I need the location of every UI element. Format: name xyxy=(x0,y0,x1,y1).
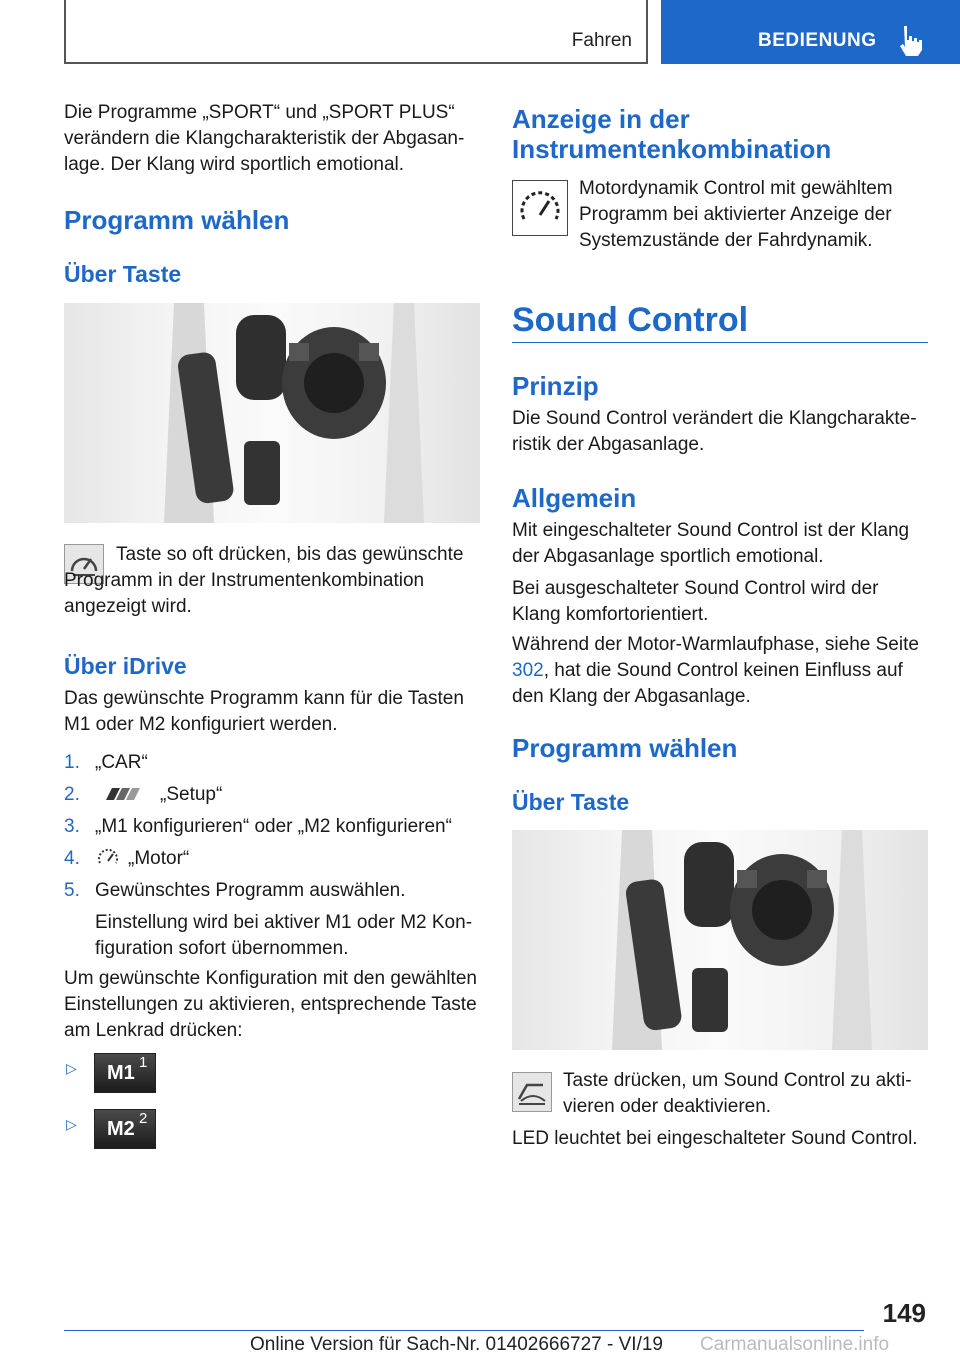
step-number: 3. xyxy=(64,816,80,837)
anzeige-text: Motordynamik Control mit gewähltem Programm bei aktivierter Anzeige der Systemzustände der Fahrdynamik. xyxy=(579,178,893,251)
pointing-hand-icon xyxy=(896,24,922,56)
center-console-photo xyxy=(64,303,480,523)
motor-gauge-icon xyxy=(96,846,120,870)
m2-sup: 2 xyxy=(139,1110,148,1127)
subheading-ueber-idrive: Über iDrive xyxy=(64,653,187,679)
subheading-ueber-taste-right: Über Taste xyxy=(512,789,630,815)
p3-pre: Während der Motor-Warmlaufphase, siehe Seite xyxy=(512,634,919,655)
led-text: LED leuchtet bei eingeschalteter Sound Control. xyxy=(512,1128,918,1149)
heading-allgemein: Allgemein xyxy=(512,483,637,513)
heading-programm-waehlen: Programm wählen xyxy=(64,205,290,235)
step-number: 5. xyxy=(64,880,80,901)
step-number: 4. xyxy=(64,848,80,869)
prinzip-text: Die Sound Control verändert die Klangcharakteristik der Abgasanlage. xyxy=(512,408,917,455)
heading-sound-control: Sound Control xyxy=(512,301,749,339)
center-console-photo-right xyxy=(512,830,928,1050)
m1-sup: 1 xyxy=(139,1054,148,1071)
footer-rule xyxy=(64,1330,864,1331)
sound-taste-text: Taste drücken, um Sound Control zu aktivieren oder deaktivieren. xyxy=(563,1070,912,1117)
step-number: 1. xyxy=(64,752,80,773)
watermark: Carmanualsonline.info xyxy=(700,1334,890,1355)
step-number: 2. xyxy=(64,784,80,805)
m2-button-icon xyxy=(94,1109,156,1149)
heading-rule xyxy=(512,342,928,343)
page-number: 149 xyxy=(882,1298,926,1328)
m1-label: M1 xyxy=(107,1062,135,1084)
bullet-triangle-icon: ▷ xyxy=(66,1116,77,1132)
heading-programm-waehlen-right: Programm wählen xyxy=(512,733,738,763)
step-text: „Setup“ xyxy=(160,784,223,805)
speedometer-icon xyxy=(512,180,568,236)
bullet-triangle-icon: ▷ xyxy=(66,1060,77,1076)
heading-prinzip: Prinzip xyxy=(512,371,599,401)
step-text: „Motor“ xyxy=(128,848,190,869)
step-text: Gewünschtes Programm auswählen. xyxy=(95,880,406,901)
allgemein-p2: Bei ausgeschalteter Sound Control wird der Klang komfortorientiert. xyxy=(512,578,879,625)
page-link-302[interactable]: 302 xyxy=(512,660,544,681)
header-chapter-label: BEDIENUNG xyxy=(758,30,877,51)
m-stripes-icon xyxy=(98,786,150,802)
step5-note: Einstellung wird bei aktiver M1 oder M2 Konfiguration sofort übernommen. xyxy=(95,912,473,959)
footer-text: Online Version für Sach-Nr. 01402666727 - VI/19 xyxy=(250,1334,663,1355)
allgemein-p1: Mit eingeschalteter Sound Control ist der Klang der Abgasanlage sportlich emotional. xyxy=(512,520,910,567)
intro-paragraph: Die Programme „SPORT“ und „SPORT PLUS“ verändern die Klangcharakteristik der Abgasanlage. Der Klang wird sportlich emotional. xyxy=(64,102,465,175)
allgemein-p3 xyxy=(512,632,928,710)
header-section-box xyxy=(64,0,648,64)
idrive-paragraph: Das gewünschte Programm kann für die Tasten M1 oder M2 konfiguriert werden. xyxy=(64,688,464,735)
config-paragraph: Um gewünschte Konfiguration mit den gewählten Einstellungen zu aktivieren, entsprechende Taste am Lenkrad drücken: xyxy=(64,968,477,1041)
header-section-label: Fahren xyxy=(571,30,632,51)
step-text: „M1 konfigurieren“ oder „M2 konfigurieren“ xyxy=(95,816,452,837)
m1-button-icon xyxy=(94,1053,156,1093)
sound-control-button-icon xyxy=(512,1072,552,1112)
heading-anzeige: Anzeige in der Instrumentenkombination xyxy=(512,104,832,164)
subheading-ueber-taste: Über Taste xyxy=(64,261,182,287)
header-chapter-box xyxy=(661,0,960,64)
taste-instruction: Taste so oft drücken, bis das gewünschte Programm in der Instrumentenkombination angezeigt wird. xyxy=(64,544,464,617)
p3-post: , hat die Sound Control keinen Einfluss auf den Klang der Abgasanlage. xyxy=(512,660,903,707)
m2-label: M2 xyxy=(107,1118,135,1140)
step-text: „CAR“ xyxy=(95,752,148,773)
